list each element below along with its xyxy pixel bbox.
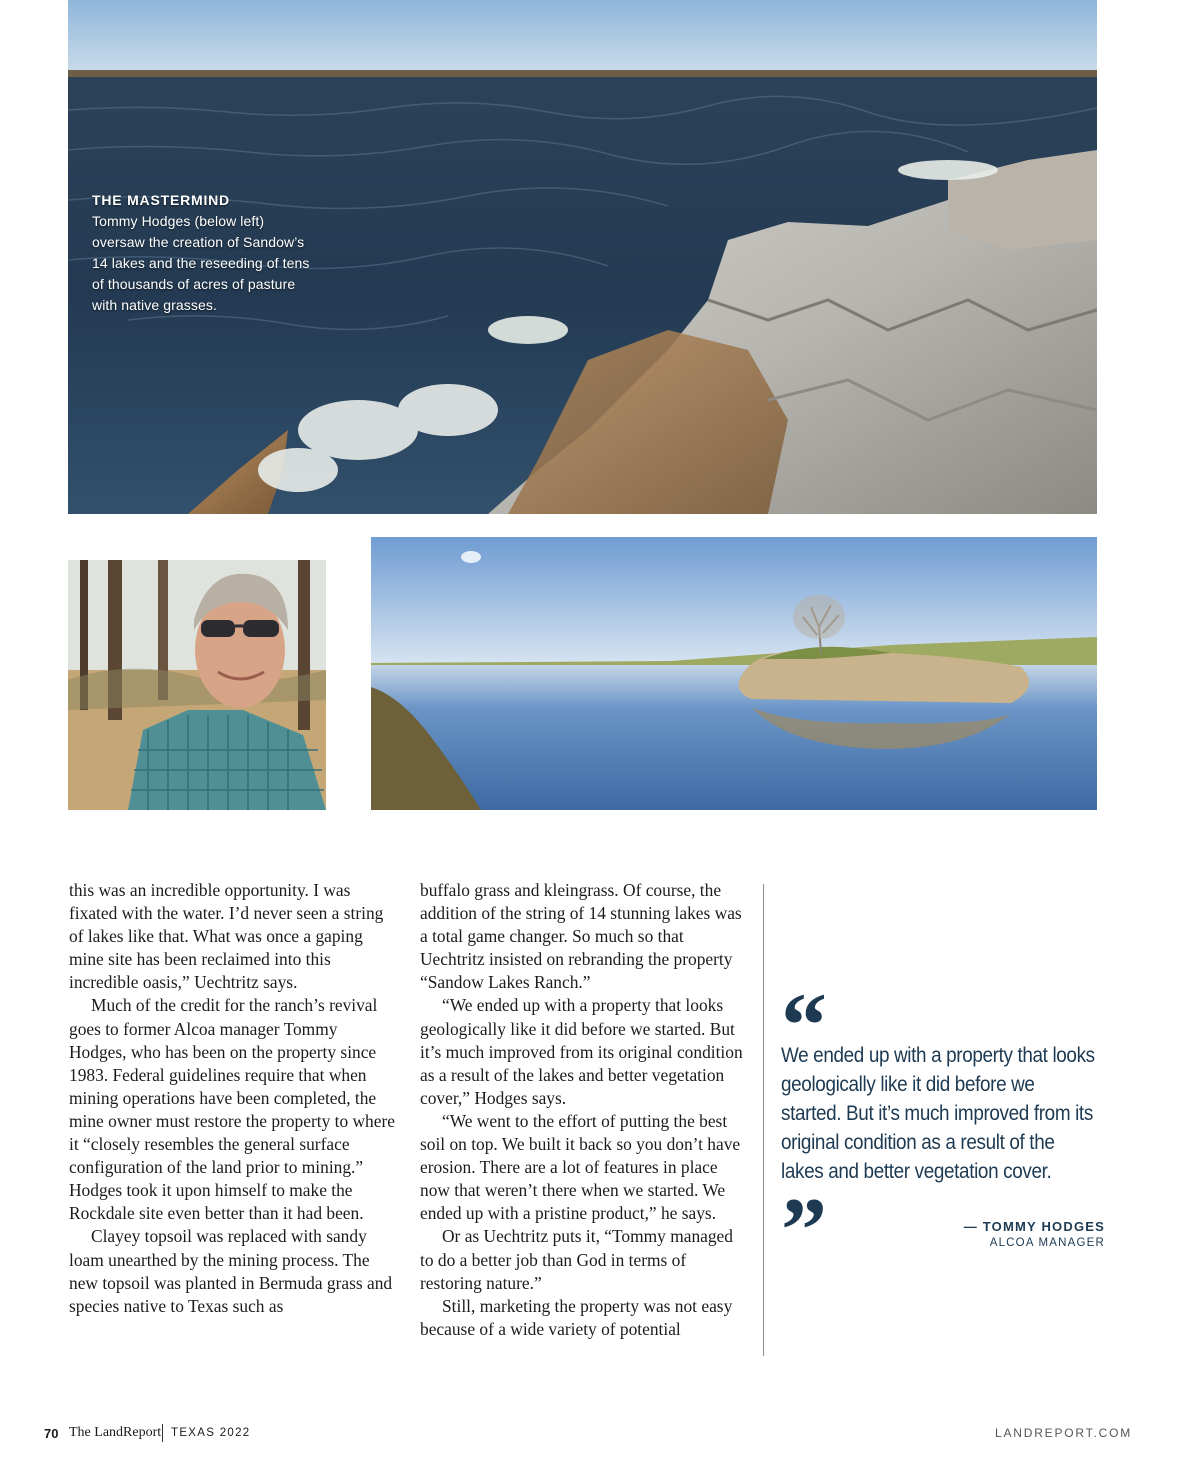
open-quote-mark: “	[781, 974, 821, 1076]
lake-island-photo	[371, 537, 1097, 810]
hero-lake-photo	[68, 0, 1097, 514]
paragraph: Clayey topsoil was replaced with sandy loam unearthed by the mining process. The new topsoil was planted in Bermuda grass and species native to Texas such as	[69, 1226, 393, 1316]
column-divider	[763, 884, 764, 1356]
pull-quote	[781, 974, 1111, 1281]
paragraph: Still, marketing the property was not easy because of a wide variety of potential	[420, 1295, 733, 1339]
caption-text: Tommy Hodges (below left) oversaw the creation of Sandow’s 14 lakes and the reseeding of tens of thousands of acres of pasture with native grasses.	[92, 213, 310, 313]
paragraph: buffalo grass and kleingrass. Of course, the addition of the string of 14 stunning lakes was a total game changer. So much so that Uechtritz insisted on rebranding the property “Sandow Lakes Ranch.”	[420, 880, 742, 993]
portrait-art	[68, 560, 326, 810]
hero-caption	[92, 190, 312, 316]
close-quote-mark: ”	[781, 1179, 821, 1281]
caption-title: THE MASTERMIND	[92, 192, 230, 208]
paragraph: “We ended up with a property that looks geologically like it did before we started. But it’s much improved from its original condition as a result of the lakes and better vegetation cover,” Hodges says.	[420, 995, 743, 1108]
footer-separator	[162, 1424, 163, 1442]
magazine-name: The LandReport	[69, 1425, 162, 1440]
attribution-name: — TOMMY HODGES	[963, 1219, 1105, 1234]
article-column-1	[69, 879, 399, 1318]
attribution-role: ALCOA MANAGER	[989, 1237, 1105, 1249]
page-footer	[44, 1426, 1132, 1446]
article-column-2	[420, 879, 750, 1341]
paragraph: “We went to the effort of putting the best soil on top. We built it back so you don’t have erosion. There are a lot of features in place now that weren’t there when we started. We ended up with a pristine product,” he says.	[420, 1110, 741, 1224]
issue-label: TEXAS 2022	[171, 1427, 251, 1439]
paragraph: this was an incredible opportunity. I was fixated with the water. I’d never seen a string of lakes like that. What was once a gaping mine site has been reclaimed into this incredible oasis,” Uechtritz says.	[69, 880, 384, 993]
lake-island-art	[371, 537, 1097, 810]
paragraph: Or as Uechtritz puts it, “Tommy managed to do a better job than God in terms of restoring nature.”	[420, 1226, 733, 1293]
portrait-photo	[68, 560, 326, 810]
paragraph: Much of the credit for the ranch’s revival goes to former Alcoa manager Tommy Hodges, who has been on the property since 1983. Federal guidelines require that when mining operations have been completed, the mine owner must restore the property to where it “closely resembles the general surface configuration of the land prior to mining.” Hodges took it upon himself to make the Rockdale site even better than it had been.	[69, 995, 395, 1224]
pull-quote-text: We ended up with a property that looks geologically like it did before we started. But it’s much improved from its original condition as a result of the lakes and better vegetation cover.	[781, 1044, 1095, 1183]
page-number: 70	[44, 1426, 59, 1441]
pull-quote-attribution	[964, 1219, 1105, 1249]
website-link[interactable]: LANDREPORT.COM	[995, 1426, 1132, 1440]
